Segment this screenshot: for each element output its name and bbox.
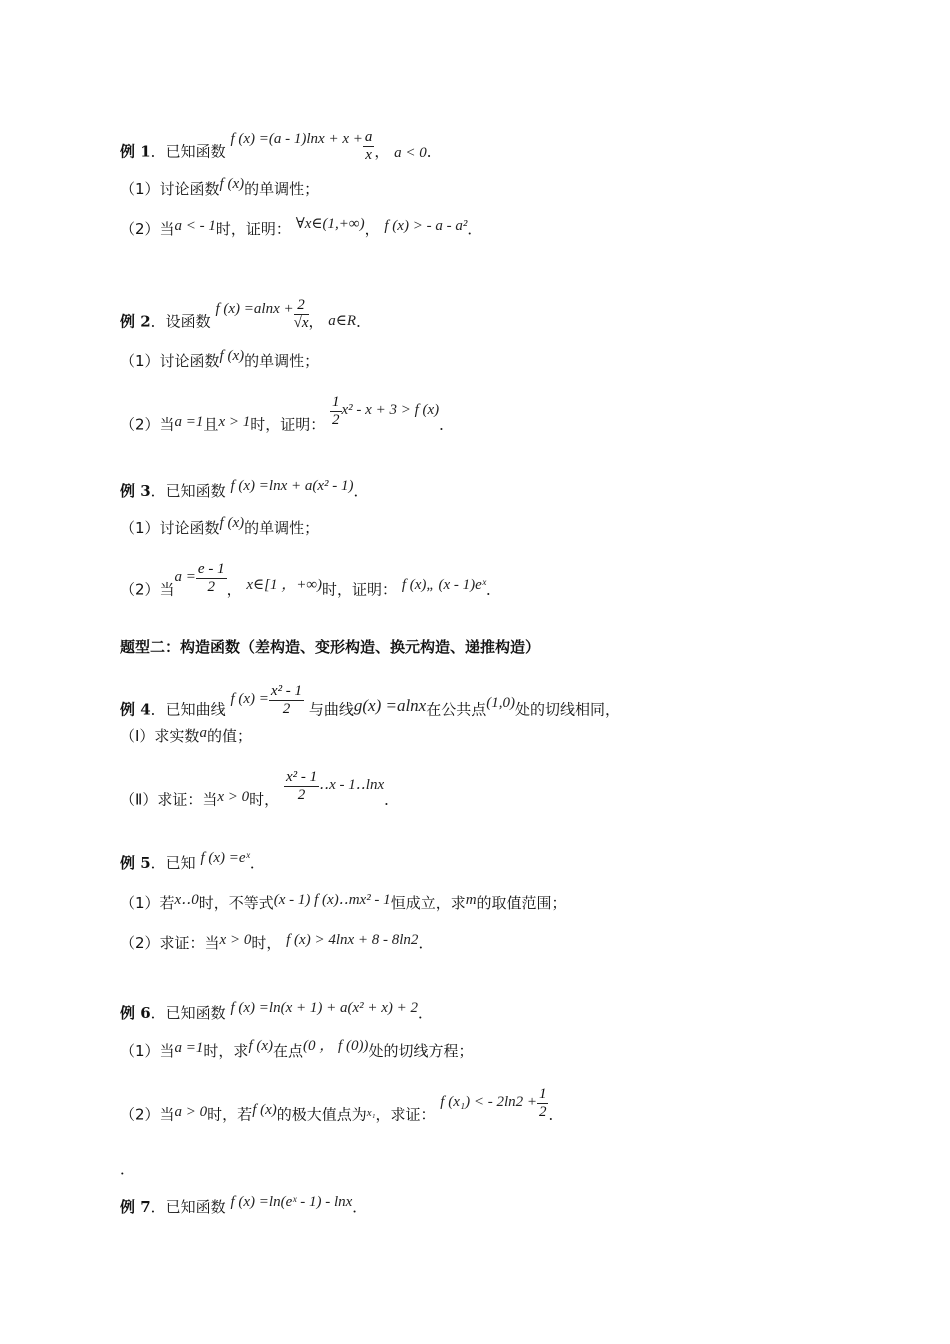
example-6-title: 例 6．已知函数 f (x) =ln(x + 1) + a(x² + x) + 2．: [120, 1000, 434, 1022]
example-5-part-2: （2）求证：当x > 0时， f (x) > 4lnx + 8 - 8ln2．: [120, 932, 434, 952]
example-4-part-2: （Ⅱ）求证：当x > 0时， $\frac{\text{x² - 1}}{2}$ ‥x - 1‥lnx．: [120, 769, 400, 809]
formula: f (x) =(a - 1)lnx + x +: [230, 130, 363, 147]
stray-mark: ．: [120, 1160, 136, 1178]
example-6-part-2: （2）当a > 0时，若f (x)的极大值点为x₁，求证： f (x₁) < - 2ln2 + $\frac{1}{2}$ ．: [120, 1086, 564, 1124]
example-4-title: 例 4．已知曲线 f (x) = $\frac{\text{x² - 1}}{2}$ 与曲线g(x) =alnx在公共点(1,0)处的切线相同，: [120, 683, 620, 719]
fraction: $\frac{a}{x}$: [364, 129, 373, 163]
example-3-part-1: （1）讨论函数f (x)的单调性；: [120, 515, 320, 537]
example-5-title: 例 5．已知 f (x) =eˣ．: [120, 850, 265, 872]
example-5-part-1: （1）若x‥0时，不等式(x - 1) f (x)‥mx² - 1恒成立，求m的取值范围；: [120, 892, 567, 912]
condition: a < 0: [394, 144, 427, 161]
example-7-title: 例 7．已知函数 f (x) =ln(eˣ - 1) - lnx．: [120, 1194, 368, 1216]
example-3-title: 例 3．已知函数 f (x) =lnx + a(x² - 1)．: [120, 478, 369, 500]
example-1-part-2: （2）当a < - 1时，证明： ∀x∈(1,+∞)， f (x) > - a - a²．: [120, 216, 483, 238]
example-4-part-1: （Ⅰ）求实数a的值；: [120, 725, 252, 745]
section-heading: 题型二：构造函数（差构造、变形构造、换元构造、递推构造）: [120, 638, 541, 656]
example-6-part-1: （1）当a =1时，求f (x)在点(0 ， f (0))处的切线方程；: [120, 1038, 474, 1060]
example-2-part-1: （1）讨论函数f (x)的单调性；: [120, 348, 320, 370]
example-2-title: 例 2．设函数 f (x) =alnx + $\frac{2}{√x}$ ， a∈R．: [120, 297, 372, 331]
example-2-part-2: （2）当a =1且x > 1时，证明： $\frac{1}{2}$ x² - x + 3 > f (x)．: [120, 394, 455, 434]
example-1-part-1: （1）讨论函数f (x)的单调性；: [120, 176, 320, 198]
example-label: 例 1: [120, 142, 151, 161]
example-3-part-2: （2）当a = $\frac{e - 1}{2}$ ， x∈[1 ，+∞)时，证明： f (x)„ (x - 1)eˣ．: [120, 561, 502, 599]
example-1-title: 例 1．已知函数 f (x) =(a - 1)lnx + x + $\frac{a}{x}$ ， a < 0．: [120, 129, 442, 163]
